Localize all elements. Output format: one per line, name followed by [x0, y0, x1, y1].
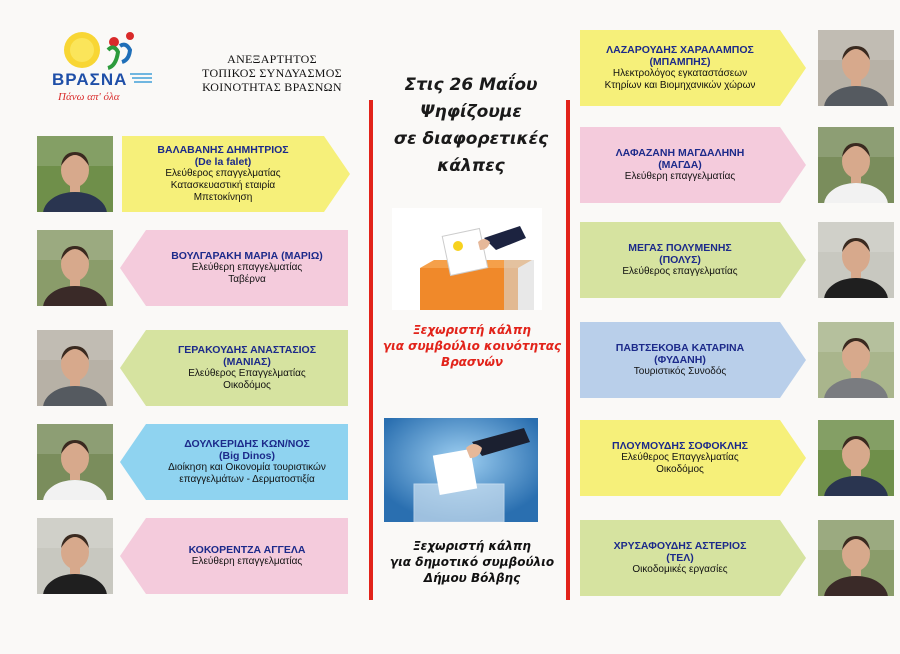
right-candidate-banner [580, 30, 806, 106]
candidate-name: ΒΑΛΑΒΑΝΗΣ ΔΗΜΗΤΡΙΟΣ [157, 144, 289, 156]
candidate-name: ΔΟΥΛΚΕΡΙΔΗΣ ΚΩΝ/ΝΟΣ [184, 438, 310, 450]
ballot-2-line-1: Ξεχωριστή κάλπη [413, 539, 531, 553]
candidate-nickname: (ΦΥΔΑΝΗ) [654, 354, 706, 366]
candidate-photo [37, 330, 113, 406]
candidate-nickname: (Big Dinos) [219, 450, 275, 462]
logo-brand: ΒΡΑΣΝΑ [52, 70, 128, 89]
title-line-3: σε διαφορετικές [393, 129, 549, 149]
candidate-photo [818, 127, 894, 203]
candidate-photo [818, 30, 894, 106]
left-candidate-banner [120, 424, 348, 500]
candidate-info [580, 342, 780, 378]
org-line-1: ΑΝΕΞΑΡΤΗΤΟΣ [227, 52, 317, 66]
party-logo [48, 28, 160, 110]
candidate-occupation: Κτηρίων και Βιομηχανικών χώρων [604, 80, 756, 91]
candidate-occupation: Μπετοκίνηση [193, 192, 253, 203]
candidate-nickname: (De la falet) [194, 156, 252, 168]
title-line-4: κάλπες [437, 156, 505, 176]
divider-right [566, 100, 570, 600]
candidate-name: ΛΑΦΑΖΑΝΗ ΜΑΓΔΑΛΗΝΗ [615, 147, 745, 159]
candidate-photo [818, 322, 894, 398]
candidate-occupation: Τουριστικός Συνοδός [633, 366, 727, 377]
candidate-nickname: (ΜΑΝΙΑΣ) [223, 356, 271, 368]
candidate-photo [37, 424, 113, 500]
ballot-2-caption [378, 538, 566, 586]
ballot-1-line-2: για συμβούλιο κοινότητας [382, 339, 562, 353]
candidate-occupation: Ελεύθερος επαγγελματίας [165, 168, 281, 179]
candidate-info [146, 250, 348, 286]
candidate-photo [818, 222, 894, 298]
candidate-occupation: Κατασκευαστική εταιρία [170, 180, 276, 191]
organization-name [172, 52, 372, 94]
title-line-2: Ψηφίζουμε [420, 102, 522, 122]
left-candidate-banner [120, 330, 348, 406]
candidate-info [146, 344, 348, 392]
right-candidate-banner [580, 322, 806, 398]
candidate-name: ΠΛΟΥΜΟΥΔΗΣ ΣΟΦΟΚΛΗΣ [612, 440, 748, 452]
candidate-nickname: (ΠΟΛΥΣ) [659, 254, 701, 266]
candidate-photo [37, 230, 113, 306]
candidate-info [580, 147, 780, 183]
right-candidate-banner [580, 222, 806, 298]
candidate-info [146, 438, 348, 486]
right-candidate-banner [580, 420, 806, 496]
divider-left [369, 100, 373, 600]
candidate-occupation: Ταβέρνα [228, 274, 266, 285]
candidate-info [122, 144, 324, 204]
candidate-occupation: Ελεύθερη επαγγελματίας [624, 171, 736, 182]
candidate-photo [818, 420, 894, 496]
candidate-nickname: (ΜΑΓΔΑ) [658, 159, 702, 171]
candidate-name: ΜΕΓΑΣ ΠΟΛΥΜΕΝΗΣ [628, 242, 732, 254]
center-title [383, 72, 559, 180]
candidate-name: ΧΡΥΣΑΦΟΥΔΗΣ ΑΣΤΕΡΙΟΣ [613, 540, 747, 552]
candidate-occupation: Ελεύθερος επαγγελματίας [622, 266, 738, 277]
right-candidate-banner [580, 520, 806, 596]
candidate-occupation: Ελεύθερη επαγγελματίας [191, 556, 303, 567]
candidate-occupation: Ελεύθερη επαγγελματίας [191, 262, 303, 273]
left-candidate-banner [122, 136, 350, 212]
left-candidate-banner [120, 518, 348, 594]
candidate-occupation: Οικοδόμος [223, 380, 271, 391]
candidate-nickname: (ΤΕΛ) [666, 552, 694, 564]
ballot-1-line-3: Βρασνών [440, 355, 504, 369]
candidate-name: ΓΕΡΑΚΟΥΔΗΣ ΑΝΑΣΤΑΣΙΟΣ [177, 344, 317, 356]
candidate-info [580, 242, 780, 278]
ballot-1-caption [378, 322, 566, 370]
candidate-occupation: επαγγελμάτων - Δερματοστιξία [179, 474, 315, 485]
org-line-2: ΤΟΠΙΚΟΣ ΣΥΝΔΥΑΣΜΟΣ [202, 66, 342, 80]
candidate-info [580, 540, 780, 576]
candidate-name: ΛΑΖΑΡΟΥΔΗΣ ΧΑΡΑΛΑΜΠΟΣ [606, 44, 754, 56]
ballot-2-line-2: για δημοτικό συμβούλιο [389, 555, 555, 569]
candidate-occupation: Ελεύθερος Επαγγελματίας [621, 452, 739, 463]
title-line-1: Στις 26 Μαΐου [404, 75, 538, 95]
candidate-photo [37, 518, 113, 594]
candidate-name: ΠΑΒΤΣΕΚΟΒΑ ΚΑΤΑΡΙΝΑ [615, 342, 745, 354]
candidate-occupation: Οικοδόμος [656, 464, 704, 475]
candidate-nickname: (ΜΠΑΜΠΗΣ) [649, 56, 711, 68]
right-candidate-banner [580, 127, 806, 203]
ballot-2-line-3: Δήμου Βόλβης [423, 571, 521, 585]
candidate-info [146, 544, 348, 568]
candidate-info [580, 440, 780, 476]
left-candidate-banner [120, 230, 348, 306]
candidate-occupation: Ελεύθερος Επαγγελματίας [188, 368, 306, 379]
ballot-1-line-1: Ξεχωριστή κάλπη [413, 323, 531, 337]
candidate-photo [818, 520, 894, 596]
org-line-3: ΚΟΙΝΟΤΗΤΑΣ ΒΡΑΣΝΩΝ [202, 80, 342, 94]
ballot-box-image-orange [392, 208, 542, 310]
candidate-info [580, 44, 780, 92]
candidate-name: ΚΟΚΟΡΕΝΤΖΑ ΑΓΓΕΛΑ [188, 544, 306, 556]
candidate-photo [37, 136, 113, 212]
ballot-box-image-blue [384, 418, 538, 522]
candidate-occupation: Ηλεκτρολόγος εγκαταστάσεων [612, 68, 748, 79]
candidate-occupation: Διοίκηση και Οικονομία τουριστικών [168, 462, 326, 473]
candidate-occupation: Οικοδομικές εργασίες [632, 564, 728, 575]
logo-slogan: Πάνω απ' όλα [58, 91, 120, 103]
candidate-name: ΒΟΥΛΓΑΡΑΚΗ ΜΑΡΙΑ (ΜΑΡΙΩ) [171, 250, 323, 262]
